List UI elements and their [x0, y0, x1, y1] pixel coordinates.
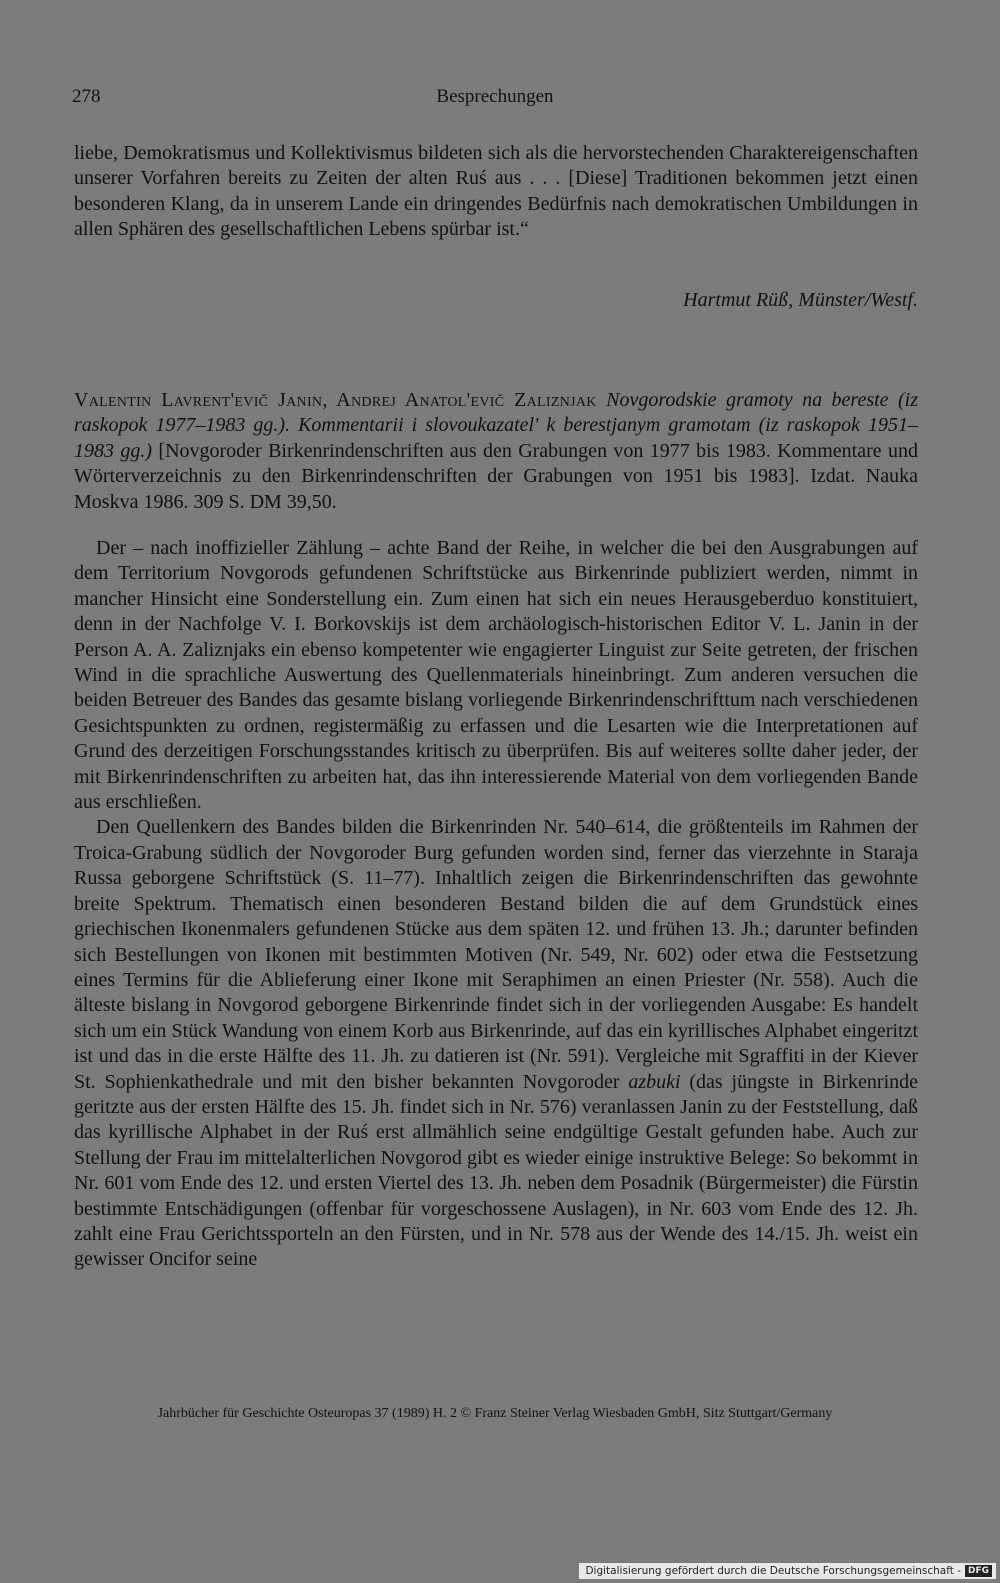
running-head — [72, 86, 918, 116]
review-body — [74, 536, 918, 1273]
book-details: [Novgoroder Birkenrindenschriften aus den Grabungen von 1977 bis 1983. Kommentare und Wörterverzeichnis zu den Birkenrindenschriften der Grabungen von 1951 bis 1983]. Izdat. Nauka Moskva 1986. 309 S. DM 39,50. — [74, 439, 919, 513]
bibliographic-entry — [74, 388, 918, 515]
body-paragraph-2 — [74, 815, 918, 1272]
book-authors: Valentin Lavrent'evič Janin, Andrej Anatol'evič Zaliznjak — [74, 389, 597, 411]
running-title: Besprechungen — [436, 86, 554, 107]
body-paragraph-1: Der – nach inoffizieller Zählung – achte Band der Reihe, in welcher die bei den Ausgrabungen auf dem Territorium Novgorods gefundenen Schriftstücke aus Birkenrinde publiziert werden, nimmt in mancher Hinsicht eine Sonderstellung ein. Zum einen hat sich ein neues Herausgeberduo konstituiert, denn in der Nachfolge V. I. Borkovskijs ist dem archäologisch-historischen Editor V. L. Janin in der Person A. A. Zaliznjaks ein ebenso kompetenter wie engagierter Linguist zur Seite getreten, der frischen Wind in die sprachliche Auswertung des Quellenmaterials hineinbringt. Zum anderen versuchen die beiden Betreuer des Bandes das gesamte bislang vorliegende Birkenrindenschrifttum nach verschiedenen Gesichtspunkten zu ordnen, registermäßig zu erfassen und die Lesarten wie die Interpretationen auf Grund des derzeitigen Forschungsstandes kritisch zu überprüfen. Bis auf weiteres sollte daher jeder, der mit Birkenrindenschriften zu arbeiten hat, das ihn interessierende Material von dem vorliegenden Bande aus erschließen. — [74, 537, 918, 814]
continuation-paragraph: liebe, Demokratismus und Kollektivismus bildeten sich als die hervorstechenden Charaktereigenschaften unserer Vorfahren bereits zu Zeiten der alten Ruś aus . . . [Diese] Traditionen bekommen jetzt einen besonderen Klang, da in unserem Lande ein dringendes Bedürfnis nach demokratischen Umbildungen in allen Sphären des gesellschaftlichen Lebens spürbar ist.“ — [74, 142, 918, 241]
digitization-notice — [579, 1563, 996, 1579]
journal-footer: Jahrbücher für Geschichte Osteuropas 37 (1989) H. 2 © Franz Steiner Verlag Wiesbaden GmbH, Sitz Stuttgart/Germany — [157, 1406, 833, 1421]
dfg-logo: DFG — [965, 1565, 992, 1577]
book-title: Novgorodskie gramoty na bereste (iz raskopok 1977–1983 gg.). Kommentarii i slovoukazatel' k berestjanym gramotam (iz raskopok 1951–1983 gg.) — [74, 389, 918, 462]
digitization-notice-text: Digitalisierung gefördert durch die Deutsche Forschungsgemeinschaft - — [585, 1565, 961, 1577]
paragraph-2-part-1: Den Quellenkern des Bandes bilden die Birkenrinden Nr. 540–614, die größtenteils im Rahmen der Troica-Grabung südlich der Novgoroder Burg gefunden worden sind, ferner das vierzehnte in Staraja Russa geborgene Schriftstück (S. 11–77). Inhaltlich zeigen die Birkenrindenschriften das gewohnte breite Spektrum. Thematisch einen besonderen Bestand bilden die auf dem Grundstück eines griechischen Ikonenmalers gefundenen Stücke aus dem späten 12. und frühen 13. Jh.; darunter befinden sich Bestellungen von Ikonen mit bestimmten Motiven (Nr. 549, Nr. 602) oder etwa die Festsetzung eines Termins für die Ablieferung einer Ikone mit Seraphimen an einen Priester (Nr. 558). Auch die älteste bislang in Novgorod geborgene Birkenrinde findet sich in der vorliegenden Ausgabe: Es handelt sich um ein Stück Wandung von einem Korb aus Birkenrinde, auf das ein kyrillisches Alphabet eingeritzt ist und das in die erste Hälfte des 11. Jh. zu datieren ist (Nr. 591). Vergleiche mit Sgraffiti in der Kiever St. Sophienkathedrale und mit den bisher bekannten Novgoroder — [74, 816, 918, 1093]
paragraph-2-part-2: (das jüngste in Birkenrinde geritzte aus der ersten Hälfte des 15. Jh. findet sich in Nr. 576) veranlassen Janin zu der Feststellung, daß das kyrillische Alphabet in der Ruś erst allmählich seine endgültige Gestalt gefunden habe. Auch zur Stellung der Frau im mittelalterlichen Novgorod gibt es wieder einige instruktive Belege: So bekommt in Nr. 601 vom Ende des 12. und ersten Viertel des 13. Jh. neben dem Posadnik (Bürgermeister) die Fürstin bestimmte Entschädigungen (offenbar für vorgeschossene Auslagen), in Nr. 603 vom Ende des 12. Jh. zahlt eine Frau Gerichtssporteln an den Fürsten, und in Nr. 578 aus der Wende des 14./15. Jh. weist ein gewisser Oncifor seine — [74, 1070, 919, 1271]
reviewer-signature: Hartmut Rüß, Münster/Westf. — [683, 289, 918, 311]
page-number: 278 — [72, 86, 101, 107]
paragraph-2-italic-term: azbuki — [628, 1070, 681, 1093]
